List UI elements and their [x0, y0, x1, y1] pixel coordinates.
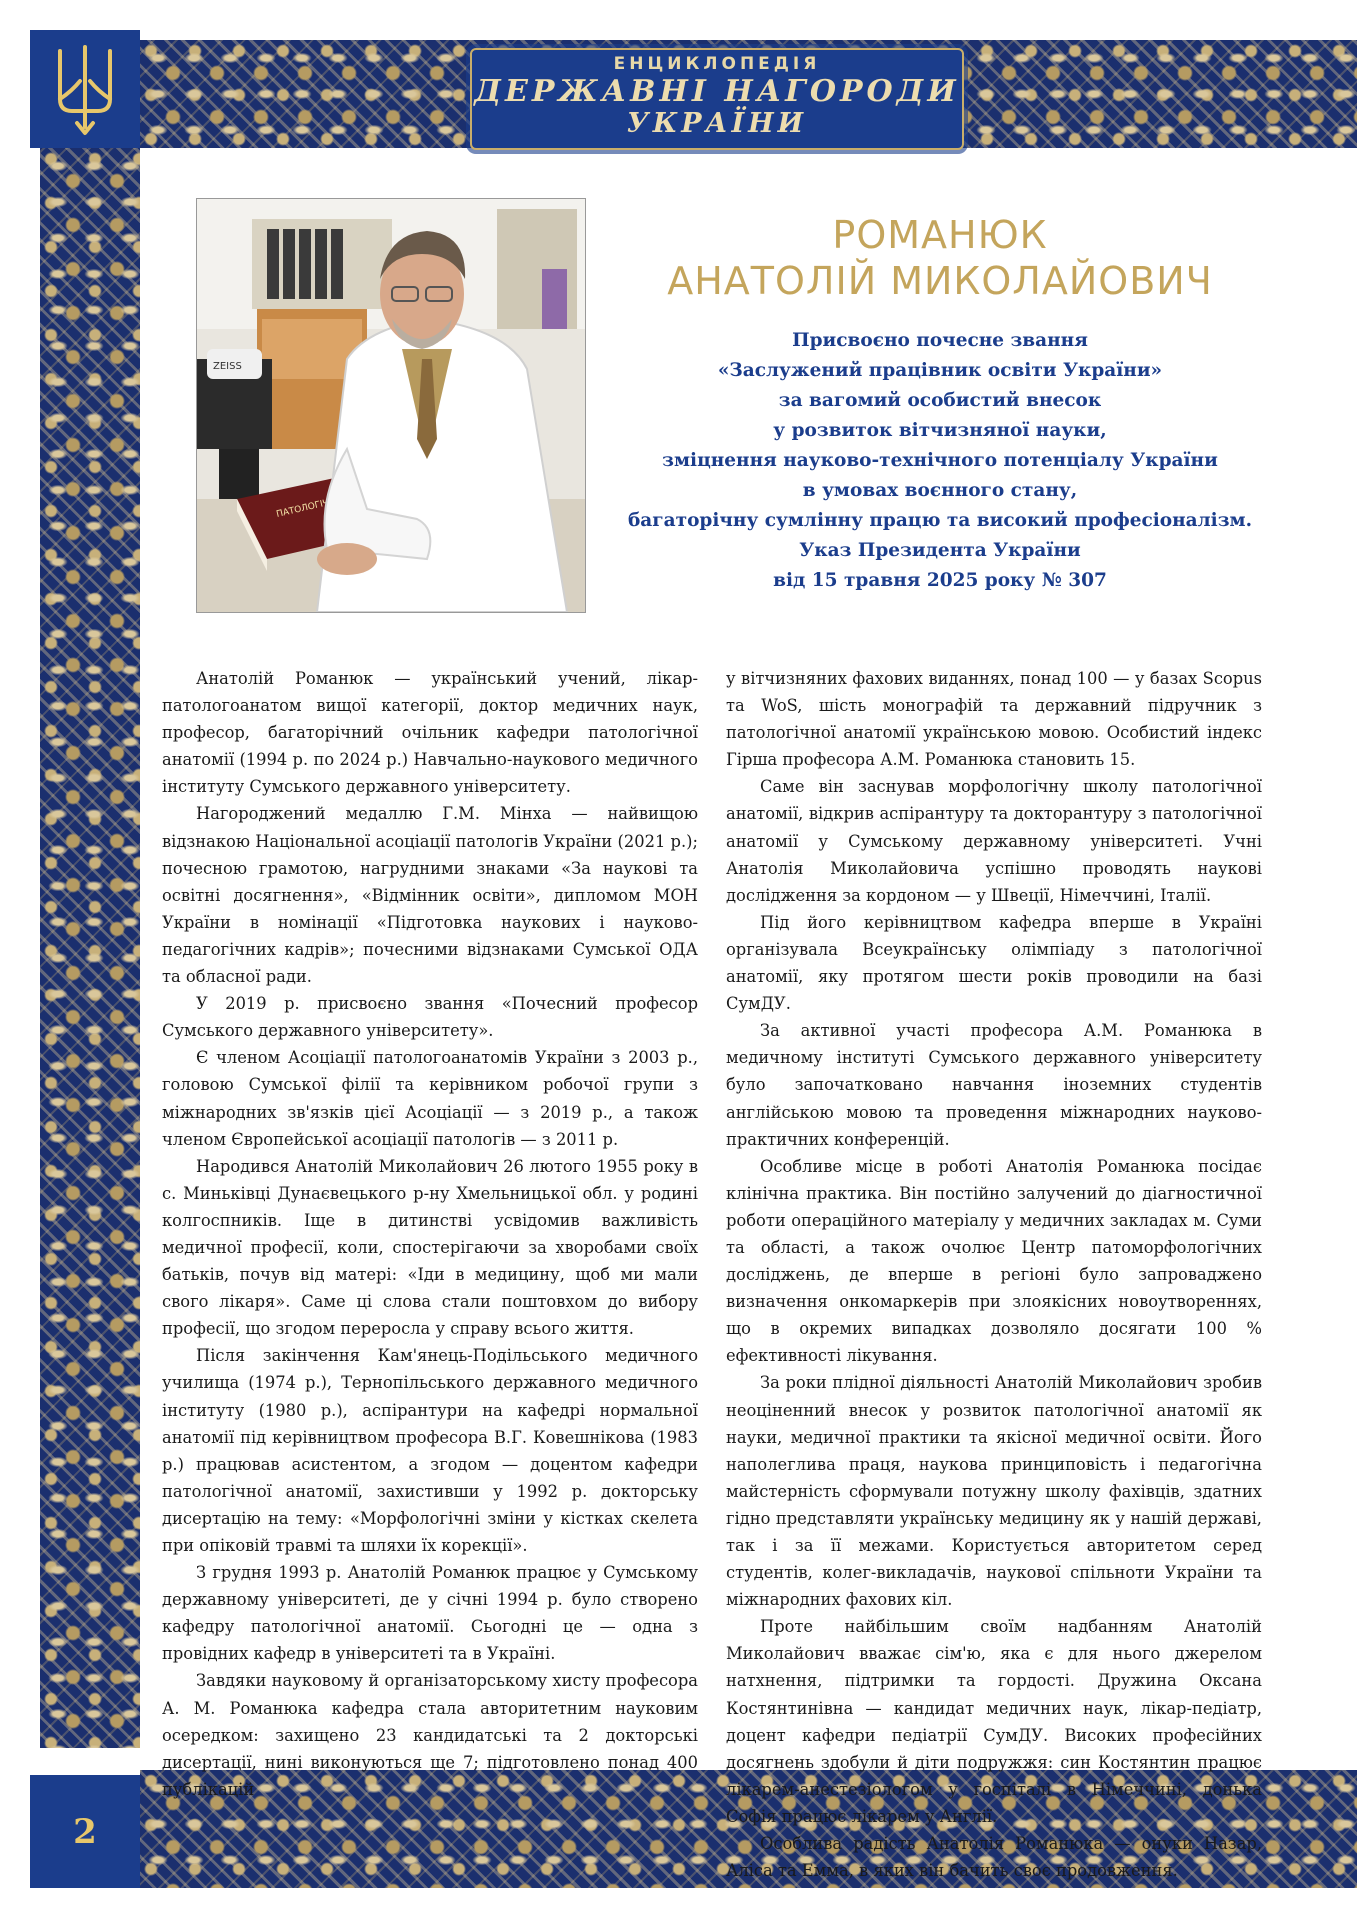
- award-line: в умовах воєнного стану,: [802, 480, 1078, 501]
- paragraph: Під його керівництвом кафедра вперше в Україні організувала Всеукраїнську олімпіаду з патологічної анатомії, яку протягом шести років проводили на базі СумДУ.: [726, 912, 1262, 1014]
- paragraph-continuation: у вітчизняних фахових виданнях, понад 100 — у базах Scopus та WoS, шість монографій та державний підручник з патологічної анатомії українською мовою. Особистий індекс Гірша професора А.М. Романюка становить 15.: [726, 669, 1262, 770]
- trident-icon: [50, 41, 120, 137]
- emblem-box: [30, 30, 140, 148]
- award-statement: [600, 326, 1280, 596]
- text-column-right: [726, 665, 1262, 1884]
- award-line: «Заслужений працівник освіти України»: [717, 360, 1163, 381]
- microscope-label: ZEISS: [213, 361, 242, 372]
- paragraph: У 2019 р. присвоєно звання «Почесний професор Сумського державного університету».: [162, 994, 698, 1041]
- encyclopedia-header: [470, 48, 964, 150]
- paragraph: Після закінчення Кам'янець-Подільського медичного училища (1974 р.), Тернопільського державного медичного інституту (1980 р.), аспірантури на кафедрі нормальної анатомії під керівництвом професора В.Г. Ковешнікова (1983 р.) працював асистентом, а згодом — доцентом кафедри патологічної анатомії, захистивши у 1992 р. докторську дисертацію на тему: «Морфологічні зміни у кістках скелета при опіковій травмі та шляхи їх корекції».: [162, 1346, 698, 1555]
- paragraph: З грудня 1993 р. Анатолій Романюк працює у Сумському державному університеті, де у січні 1994 р. було створено кафедру патологічної анатомії. Сьогодні це — одна з провідних кафедр в університеті та в Україні.: [162, 1563, 698, 1664]
- page-number-box: [30, 1775, 140, 1888]
- paragraph: Завдяки науковому й організаторському хисту професора А. М. Романюка кафедра стала авторитетним науковим осередком: захищено 23 кандидатські та 2 докторські дисертації, нині виконуються ще 7; підготовлено понад 400 публікацій: [162, 1671, 698, 1799]
- text-column-left: [162, 665, 698, 1803]
- book-title: ПАТОЛОГІЧНА: [275, 495, 343, 520]
- paragraph: Є членом Асоціації патологоанатомів України з 2003 р., головою Сумської філії та керівником робочої групи з міжнародних зв'язків цієї Асоціації — з 2019 р., а також членом Європейської асоціації патологів — з 2011 р.: [162, 1048, 698, 1149]
- award-line: за вагомий особистий внесок: [778, 390, 1102, 411]
- paragraph: За роки плідної діяльності Анатолій Миколайович зробив неоціненний внесок у розвиток патологічної анатомії як науки, медичної практики та якісної медичної освіти. Його наполеглива праця, наукова принциповість і педагогічна майстерність сформували потужну школу фахівців, здатних гідно представляти українську медицину як у нашій державі, так і за її межами. Користується авторитетом серед студентів, колег-викладачів, наукової спільноти України та міжнародних фахових кіл.: [726, 1373, 1262, 1610]
- header-title: ДЕРЖАВНІ НАГОРОДИ: [474, 74, 960, 109]
- header-subtitle: УКРАЇНИ: [626, 108, 808, 139]
- person-surname: РОМАНЮК: [832, 213, 1048, 257]
- paragraph: Особлива радість Анатолія Романюка — онуки Назар, Аліса та Емма, в яких він бачить своє продовження.: [726, 1834, 1262, 1881]
- award-line: від 15 травня 2025 року № 307: [773, 570, 1107, 591]
- award-line: багаторічну сумлінну працю та високий професіоналізм.: [627, 510, 1253, 531]
- page-number: 2: [73, 1811, 97, 1852]
- award-line: Указ Президента України: [799, 540, 1081, 561]
- paragraph: Народився Анатолій Миколайович 26 лютого 1955 року в с. Миньківці Дунаєвецького р-ну Хмельницької обл. у родині колгоспників. Іще в дитинстві усвідомив важливість медичної професії, коли, спостерігаючи за хворобами своїх батьків, почув від матері: «Іди в медицину, щоб ми мали свого лікаря». Саме ці слова стали поштовхом до вибору професії, що згодом переросла у справу всього життя.: [162, 1156, 698, 1339]
- paragraph: Саме він заснував морфологічну школу патологічної анатомії, відкрив аспірантуру та докторантуру з патологічної анатомії у Сумському державному університеті. Учні Анатолія Миколайовича успішно проводять наукові дослідження за кордоном — у Швеції, Німеччині, Італії.: [726, 777, 1262, 905]
- ornament-left: [40, 148, 140, 1748]
- award-line: зміцнення науково-технічного потенціалу України: [662, 450, 1218, 471]
- paragraph: Особливе місце в роботі Анатолія Романюка посідає клінічна практика. Він постійно залучений до діагностичної роботи операційного матеріалу у медичних закладах м. Суми та області, а також очолює Центр патоморфологічних досліджень, де вперше в регіоні було запроваджено визначення онкомаркерів при злоякісних новоутвореннях, що в окремих випадках дозволяло досягати 100 % ефективності лікування.: [726, 1156, 1262, 1366]
- person-given-name: АНАТОЛІЙ МИКОЛАЙОВИЧ: [667, 259, 1213, 303]
- portrait-photo: [196, 198, 586, 613]
- award-line: у розвиток вітчизняної науки,: [773, 420, 1107, 441]
- paragraph: Анатолій Романюк — український учений, лікар-патологоанатом вищої категорії, доктор медичних наук, професор, багаторічний очільник кафедри патологічної анатомії (1994 р. по 2024 р.) Навчально-наукового медичного інституту Сумського державного університету.: [162, 669, 698, 797]
- header-small: ЕНЦИКЛОПЕДІЯ: [613, 54, 821, 74]
- paragraph: За активної участі професора А.М. Романюка в медичному інституті Сумського державного університету було започатковано навчання іноземних студентів англійською мовою та проведення міжнародних науково-практичних конференцій.: [726, 1021, 1262, 1149]
- award-line: Присвоєно почесне звання: [792, 330, 1088, 351]
- paragraph: Проте найбільшим своїм надбанням Анатолій Миколайович вважає сім'ю, яка є для нього джерелом натхнення, підтримки та гордості. Дружина Оксана Костянтинівна — кандидат медичних наук, лікар-педіатр, доцент кафедри педіатрії СумДУ. Високих професійних досягнень здобули й діти подружжя: син Костянтин працює лікарем-анестезіологом у госпіталі в Німеччині, донька Софія працює лікарем у Англії.: [726, 1617, 1262, 1826]
- person-name: [600, 212, 1280, 304]
- paragraph: Нагороджений медаллю Г.М. Мінха — найвищою відзнакою Національної асоціації патологів України (2021 р.); почесною грамотою, нагрудними знаками «За наукові та освітні досягнення», «Відмінник освіти», дипломом МОН України в номінації «Підготовка наукових і науково-педагогічних кадрів»; почесними відзнаками Сумської ОДА та обласної ради.: [162, 804, 698, 987]
